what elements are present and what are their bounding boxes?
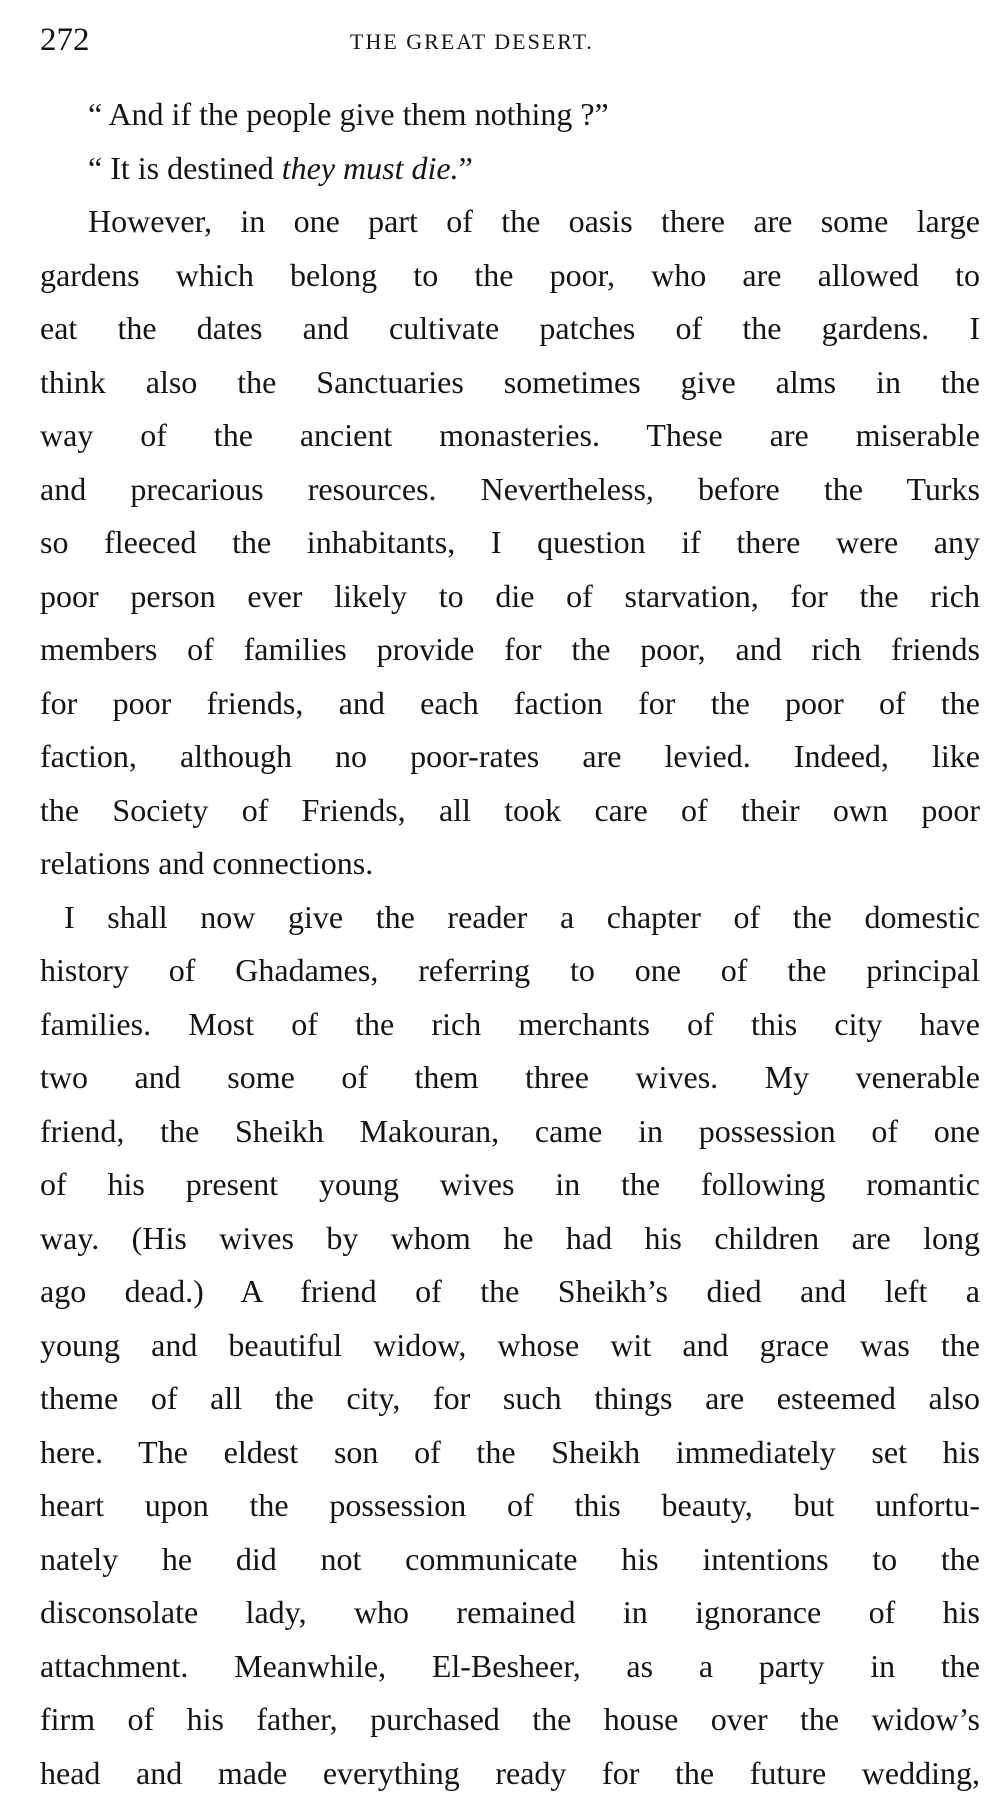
text-line: faction, although no poor-rates are levied. Indeed, like bbox=[40, 738, 980, 774]
text-line: ago dead.) A friend of the Sheikh’s died and left a bbox=[40, 1273, 980, 1309]
text-line: disconsolate lady, who remained in ignorance of his bbox=[40, 1594, 980, 1630]
text-line: eat the dates and cultivate patches of the gardens. I bbox=[40, 310, 980, 346]
text-line: way. (His wives by whom he had his children are long bbox=[40, 1219, 980, 1256]
text-line: members of families provide for the poor, and rich friends bbox=[40, 631, 980, 667]
running-head bbox=[40, 20, 980, 60]
quote-text: “ It is destined bbox=[88, 149, 282, 186]
text-line: of his present young wives in the following romantic bbox=[40, 1166, 980, 1202]
text-line: head and made everything ready for the future wedding, bbox=[40, 1754, 980, 1791]
text-line: families. Most of the rich merchants of this city have bbox=[40, 1005, 980, 1042]
text-line: firm of his father, purchased the house over the widow’s bbox=[40, 1701, 980, 1737]
text-line bbox=[40, 142, 980, 196]
text-line: poor person ever likely to die of starvation, for the rich bbox=[40, 577, 980, 614]
text-line: the Society of Friends, all took care of their own poor bbox=[40, 791, 980, 828]
text-line: for poor friends, and each faction for the poor of the bbox=[40, 684, 980, 721]
text-line: gardens which belong to the poor, who are allowed to bbox=[40, 256, 980, 293]
page-number: 272 bbox=[40, 22, 90, 58]
text-line: friend, the Sheikh Makouran, came in possession of one bbox=[40, 1112, 980, 1149]
text-line: think also the Sanctuaries sometimes give alms in the bbox=[40, 363, 980, 400]
paragraph-first-line: However, in one part of the oasis there are some large bbox=[88, 203, 980, 239]
text-line: two and some of them three wives. My venerable bbox=[40, 1059, 980, 1095]
paragraph-first-line: I shall now give the reader a chapter of the domestic bbox=[64, 898, 980, 935]
text-line: attachment. Meanwhile, El-Besheer, as a party in the bbox=[40, 1647, 980, 1684]
text-line: “ And if the people give them nothing ?” bbox=[88, 96, 609, 132]
body-text bbox=[40, 88, 980, 1800]
italic-phrase: they must die. bbox=[281, 149, 459, 186]
closing-quote: ” bbox=[458, 149, 473, 186]
paragraph-last-line: relations and connections. bbox=[40, 845, 374, 881]
text-line: and precarious resources. Nevertheless, before the Turks bbox=[40, 470, 980, 507]
text-line: history of Ghadames, referring to one of the principal bbox=[40, 952, 980, 988]
text-line: so fleeced the inhabitants, I question if there were any bbox=[40, 524, 980, 560]
text-line: here. The eldest son of the Sheikh immediately set his bbox=[40, 1433, 980, 1470]
text-line: theme of all the city, for such things are esteemed also bbox=[40, 1380, 980, 1416]
text-line: way of the ancient monasteries. These are miserable bbox=[40, 417, 980, 453]
running-title: THE GREAT DESERT. bbox=[350, 29, 594, 54]
text-line: heart upon the possession of this beauty, but unfortu- bbox=[40, 1487, 980, 1523]
text-line: nately he did not communicate his intentions to the bbox=[40, 1540, 980, 1577]
text-line: young and beautiful widow, whose wit and grace was the bbox=[40, 1326, 980, 1363]
